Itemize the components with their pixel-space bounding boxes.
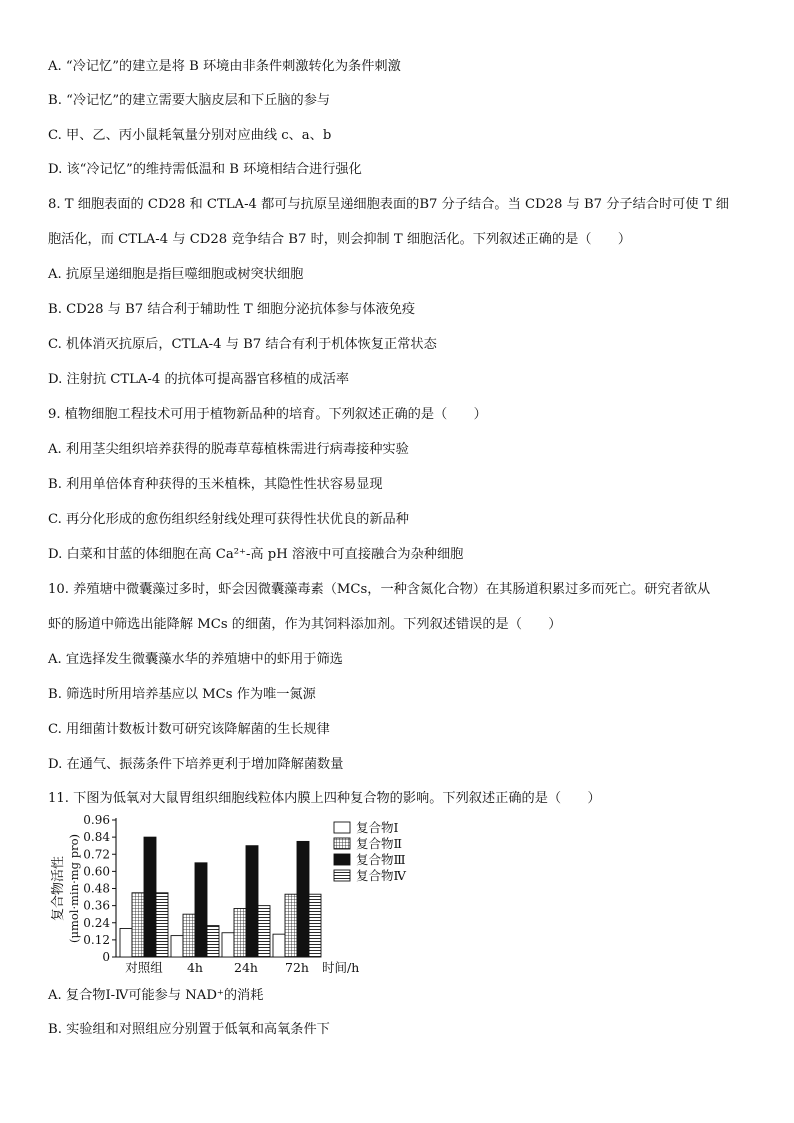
- bar-4-2: [207, 926, 219, 957]
- y-tick-label: 0.48: [83, 881, 110, 896]
- legend-label-3: 复合物Ⅲ: [356, 852, 406, 867]
- legend-label-1: 复合物Ⅰ: [356, 820, 399, 835]
- y-tick-label: 0.36: [83, 898, 110, 913]
- question-11: 11. 下图为低氧对大鼠胃组织细胞线粒体内膜上四种复合物的影响。下列叙述正确的是（ ）: [48, 791, 601, 806]
- bar-3-3: [246, 846, 258, 957]
- bar-2-3: [234, 908, 246, 957]
- bar-2-2: [183, 914, 195, 957]
- bar-1-4: [273, 934, 285, 957]
- option-7d: D. 该“冷记忆”的维持需低温和 B 环境相结合进行强化: [48, 162, 362, 177]
- y-tick-label: 0.24: [83, 915, 110, 930]
- option-10a: A. 宜选择发生微囊藻水华的养殖塘中的虾用于筛选: [48, 652, 343, 667]
- option-8c: C. 机体消灭抗原后，CTLA-4 与 B7 结合有利于机体恢复正常状态: [48, 337, 437, 352]
- option-7a: A. “冷记忆”的建立是将 B 环境由非条件刺激转化为条件刺激: [48, 59, 401, 74]
- y-tick-label: 0.72: [83, 847, 110, 862]
- bar-1-3: [222, 933, 234, 957]
- bar-1-2: [171, 936, 183, 957]
- y-axis-title: 复合物活性: [51, 855, 66, 922]
- option-11b: B. 实验组和对照组应分别置于低氧和高氧条件下: [48, 1022, 330, 1037]
- y-tick-label: 0.12: [83, 932, 110, 947]
- option-8a: A. 抗原呈递细胞是指巨噬细胞或树突状细胞: [48, 267, 304, 282]
- question-10-line-1: 10. 养殖塘中微囊藻过多时，虾会因微囊藻毒素（MCs，一种含氮化合物）在其肠道积累过多而死亡。研究者欲从: [48, 582, 711, 597]
- option-9c: C. 再分化形成的愈伤组织经射线处理可获得性状优良的新品种: [48, 512, 409, 527]
- bar-4-1: [156, 893, 168, 957]
- x-tick-label: 4h: [186, 960, 204, 975]
- bar-4-3: [258, 906, 270, 957]
- bar-2-1: [132, 893, 144, 957]
- option-9a: A. 利用茎尖组织培养获得的脱毒草莓植株需进行病毒接种实验: [48, 442, 409, 457]
- option-10c: C. 用细菌计数板计数可研究该降解菌的生长规律: [48, 722, 330, 737]
- x-tick-label: 72h: [285, 960, 309, 975]
- y-axis-unit: (μmol·min·mg pro): [67, 834, 81, 943]
- y-tick-label: 0: [102, 950, 110, 964]
- x-tick-label: 24h: [234, 960, 258, 975]
- question-9: 9. 植物细胞工程技术可用于植物新品种的培育。下列叙述正确的是（ ）: [48, 407, 487, 422]
- option-7b: B. “冷记忆”的建立需要大脑皮层和下丘脑的参与: [48, 93, 331, 108]
- complex-activity-bar-chart: [48, 812, 428, 984]
- bar-4-4: [309, 894, 321, 957]
- legend-swatch-3: [334, 854, 350, 865]
- option-7c: C. 甲、乙、丙小鼠耗氧量分别对应曲线 c、a、b: [48, 128, 332, 143]
- legend-swatch-2: [334, 838, 350, 849]
- bar-3-1: [144, 837, 156, 957]
- bar-2-4: [285, 894, 297, 957]
- y-tick-label: 0.96: [83, 813, 110, 827]
- question-8-line-2: 胞活化，而 CTLA-4 与 CD28 竞争结合 B7 时，则会抑制 T 细胞活化。下列叙述正确的是（ ）: [48, 232, 632, 247]
- option-10d: D. 在通气、振荡条件下培养更利于增加降解菌数量: [48, 757, 344, 772]
- option-11a: A. 复合物Ⅰ-Ⅳ可能参与 NAD⁺的消耗: [48, 988, 264, 1003]
- option-8d: D. 注射抗 CTLA-4 的抗体可提高器官移植的成活率: [48, 372, 350, 387]
- question-8-line-1: 8. T 细胞表面的 CD28 和 CTLA-4 都可与抗原呈递细胞表面的B7 分子结合。当 CD28 与 B7 分子结合时可使 T 细: [48, 197, 729, 212]
- legend-swatch-1: [334, 822, 350, 833]
- legend-label-4: 复合物Ⅳ: [356, 868, 406, 883]
- option-9b: B. 利用单倍体育种获得的玉米植株，其隐性性状容易显现: [48, 477, 383, 492]
- bar-3-2: [195, 863, 207, 957]
- option-9d: D. 白菜和甘蓝的体细胞在高 Ca²⁺-高 pH 溶液中可直接融合为杂种细胞: [48, 547, 464, 562]
- x-tick-label: 对照组: [125, 960, 163, 975]
- option-10b: B. 筛选时所用培养基应以 MCs 作为唯一氮源: [48, 687, 316, 702]
- legend-swatch-4: [334, 870, 350, 881]
- x-axis-title: 时间/h: [322, 960, 360, 975]
- bar-3-4: [297, 841, 309, 957]
- bar-1-1: [120, 928, 132, 957]
- legend-label-2: 复合物Ⅱ: [356, 836, 402, 851]
- question-10-line-2: 虾的肠道中筛选出能降解 MCs 的细菌，作为其饲料添加剂。下列叙述错误的是（ ）: [48, 617, 562, 632]
- y-tick-label: 0.84: [83, 830, 110, 845]
- y-tick-label: 0.60: [83, 864, 110, 879]
- option-8b: B. CD28 与 B7 结合利于辅助性 T 细胞分泌抗体参与体液免疫: [48, 302, 416, 317]
